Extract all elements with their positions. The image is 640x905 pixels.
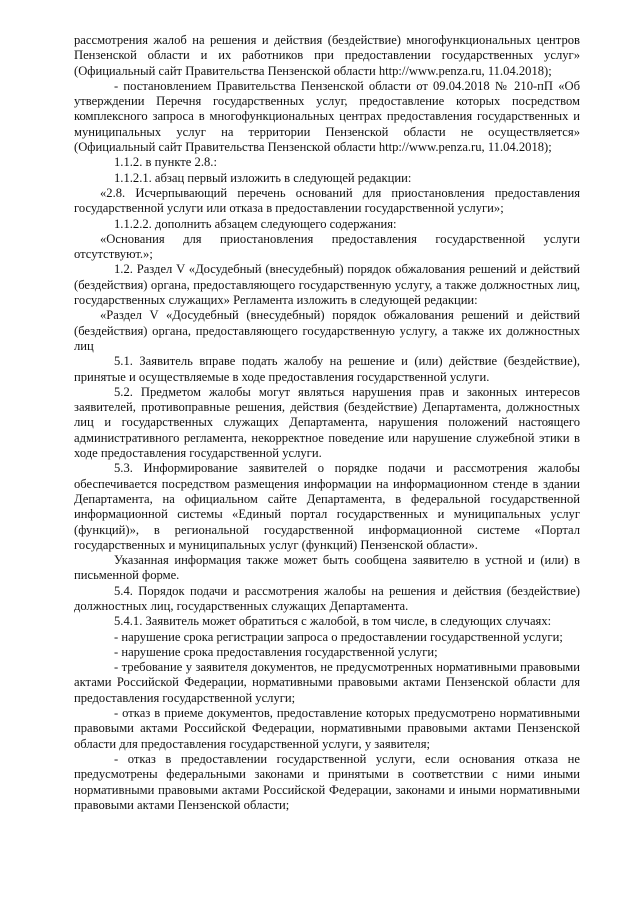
paragraph: 1.2. Раздел V «Досудебный (внесудебный) порядок обжалования решений и действий (бездействия) органа, предоставляющего государственную услугу, а также должностных лиц, государственных служащих» Регламента изложить в следующей редакции:	[74, 262, 580, 308]
paragraph: 5.3. Информирование заявителей о порядке подачи и рассмотрения жалобы обеспечивается посредством размещения информации на информационном стенде в здании Департамента, на официальном сайте Департамента, в федеральной государственной информационной системы «Единый портал государственных и муниципальных услуг (функций)», в региональной государственной информационной системе «Портал государственных и муниципальных услуг (функций) Пензенской области».	[74, 461, 580, 552]
paragraph: «2.8. Исчерпывающий перечень оснований для приостановления предоставления государственной услуги или отказа в предоставлении государственной услуги»;	[74, 185, 580, 216]
paragraph: 1.1.2.2. дополнить абзацем следующего содержания:	[114, 216, 397, 231]
paragraph: Указанная информация также может быть сообщена заявителю в устной и (или) в письменной форме.	[74, 553, 580, 583]
paragraph: 1.1.2.1. абзац первый изложить в следующей редакции:	[114, 170, 412, 185]
paragraph: «Основания для приостановления предоставления государственной услуги отсутствуют.»;	[74, 231, 580, 262]
paragraph: рассмотрения жалоб на решения и действия (бездействие) многофункциональных центров Пензенской области и их работников при предоставлении государственных услуг» (Официальный сайт Правительства Пензенской области http://www.penza.ru, 11.04.2018);	[74, 33, 580, 78]
paragraph: - нарушение срока предоставления государственной услуги;	[114, 644, 438, 659]
paragraph: - нарушение срока регистрации запроса о предоставлении государственной услуги;	[114, 629, 563, 644]
paragraph: - отказ в предоставлении государственной услуги, если основания отказа не предусмотрены федеральными законами и принятыми в соответствии с ними иными нормативными правовыми актами Российской Федерации, законами и иными нормативными правовыми актами Пензенской области;	[74, 751, 580, 812]
paragraph: - постановлением Правительства Пензенской области от 09.04.2018 № 210-пП «Об утверждении Перечня государственных услуг, предоставление которых посредством комплексного запроса в многофункциональных центрах предоставления государственных и муниципальных услуг на территории Пензенской области не осуществляется» (Официальный сайт Правительства Пензенской области http://www.penza.ru, 11.04.2018);	[74, 78, 580, 155]
paragraph: 5.4.1. Заявитель может обратиться с жалобой, в том числе, в следующих случаях:	[114, 614, 552, 629]
paragraph: 1.1.2. в пункте 2.8.:	[114, 155, 217, 170]
paragraph: 5.4. Порядок подачи и рассмотрения жалобы на решения и действия (бездействие) должностных лиц, государственных служащих Департамента.	[74, 583, 580, 613]
paragraph: 5.2. Предметом жалобы могут являться нарушения прав и законных интересов заявителей, противоправные решения, действия (бездействие) Департамента, должностных лиц и государственных служащих Департамента, нарушения положений настоящего административного регламента, некорректное поведение или нарушение служебной этики в ходе предоставления государственной услуги.	[74, 384, 580, 461]
paragraph: «Раздел V «Досудебный (внесудебный) порядок обжалования решений и действий (бездействия) органа, предоставляющего государственную услугу, а также их должностных лиц	[74, 308, 580, 353]
paragraph: - отказ в приеме документов, предоставление которых предусмотрено нормативными правовыми актами Российской Федерации, нормативными правовыми актами Пензенской области для предоставления государственной услуги, у заявителя;	[74, 706, 580, 751]
paragraph: - требование у заявителя документов, не предусмотренных нормативными правовыми актами Российской Федерации, нормативными правовыми актами Пензенской области для предоставления государственной услуги;	[74, 660, 580, 705]
paragraph: 5.1. Заявитель вправе подать жалобу на решение и (или) действие (бездействие), принятые и осуществляемые в ходе предоставления государственной услуги.	[74, 354, 580, 384]
